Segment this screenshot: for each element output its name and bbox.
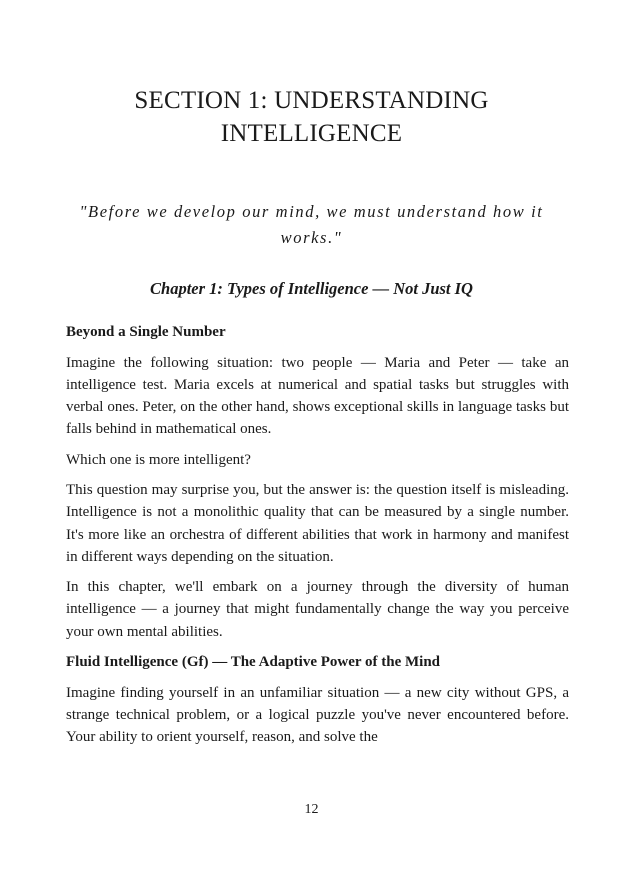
page-number: 12 [304, 802, 319, 817]
section-title: SECTION 1: UNDERSTANDING INTELLIGENCE [134, 87, 489, 147]
subheading: Fluid Intelligence (Gf) — The Adaptive Power of the Mind [66, 654, 441, 671]
paragraph: Imagine finding yourself in an unfamiliar situation — a new city without GPS, a strange technical problem, or a logical puzzle you've never encountered before. Your ability to orient yourself, reason, and solve the [66, 684, 569, 746]
chapter-title: Chapter 1: Types of Intelligence — Not Just IQ [150, 279, 473, 298]
epigraph-quote: "Before we develop our mind, we must understand how it works." [79, 202, 544, 247]
paragraph: This question may surprise you, but the answer is: the question itself is misleading. Intelligence is not a monolithic quality that can be measured by a single number. It's more like an orchestra of different abilities that work in harmony and manifest in different ways depending on the situation. [66, 482, 569, 565]
subheading: Beyond a Single Number [66, 324, 226, 340]
paragraph: Imagine the following situation: two people — Maria and Peter — take an intelligence test. Maria excels at numerical and spatial tasks but struggles with verbal ones. Peter, on the other hand, shows exceptional skills in language tasks but falls behind in mathematical ones. [66, 354, 569, 438]
paragraph: In this chapter, we'll embark on a journey through the diversity of human intelligence — a journey that might fundamentally change the way you perceive your own mental abilities. [66, 579, 569, 640]
body-text [66, 321, 569, 757]
paragraph: Which one is more intelligent? [66, 451, 251, 468]
